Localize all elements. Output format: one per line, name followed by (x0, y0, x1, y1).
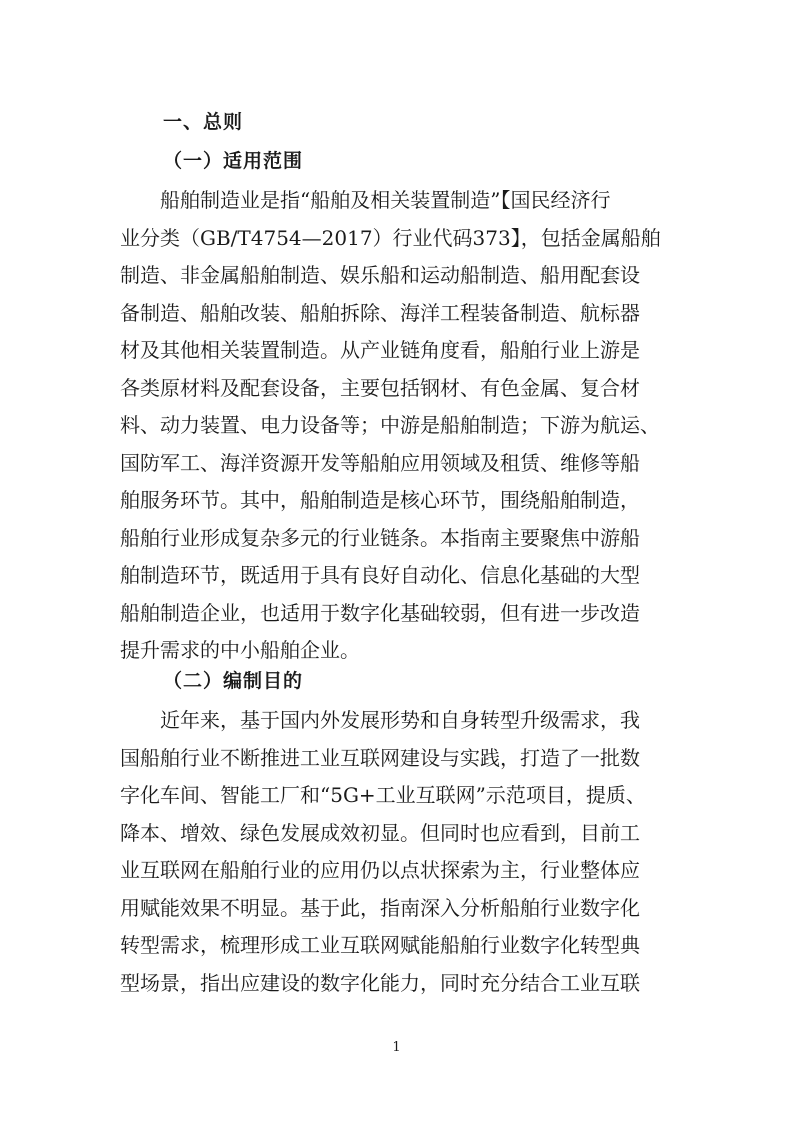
paragraph-line: 船舶制造业是指“船舶及相关装置制造”【国民经济行 (120, 188, 611, 212)
paragraph-line: 国船舶行业不断推进工业互联网建设与实践，打造了一批数 (120, 745, 640, 770)
paragraph-scope (120, 182, 680, 670)
subsection-title-scope: （一）适用范围 (163, 150, 304, 172)
paragraph-line: 提升需求的中小船舶企业。 (120, 638, 360, 662)
page-number: 1 (392, 1040, 401, 1055)
paragraph-line: 制造、非金属船舶制造、娱乐船和运动船制造、船用配套设 (120, 263, 640, 287)
subsection-title-purpose: （二）编制目的 (163, 670, 304, 692)
paragraph-line: 材及其他相关装置制造。从产业链角度看，船舶行业上游是 (120, 338, 640, 362)
paragraph-purpose (120, 702, 680, 1002)
paragraph-line: 料、动力装置、电力设备等；中游是船舶制造；下游为航运、 (120, 413, 660, 437)
paragraph-line: 各类原材料及配套设备，主要包括钢材、有色金属、复合材 (120, 375, 640, 400)
paragraph-line: 船舶制造企业，也适用于数字化基础较弱，但有进一步改造 (120, 600, 640, 625)
paragraph-line: 业互联网在船舶行业的应用仍以点状探索为主，行业整体应 (120, 858, 640, 882)
paragraph-line: 字化车间、智能工厂和“5G+工业互联网”示范项目，提质、 (120, 783, 646, 807)
paragraph-line: 舶服务环节。其中，船舶制造是核心环节，围绕船舶制造， (120, 488, 640, 512)
paragraph-line: 舶制造环节，既适用于具有良好自动化、信息化基础的大型 (120, 563, 640, 587)
paragraph-line: 近年来，基于国内外发展形势和自身转型升级需求，我 (120, 708, 640, 732)
paragraph-line: 型场景，指出应建设的数字化能力，同时充分结合工业互联 (120, 970, 640, 995)
paragraph-line: 业分类（GB/T4754—2017）行业代码373】，包括金属船舶 (120, 225, 661, 250)
paragraph-line: 转型需求，梳理形成工业互联网赋能船舶行业数字化转型典 (120, 933, 640, 957)
paragraph-line: 国防军工、海洋资源开发等船舶应用领域及租赁、维修等船 (120, 450, 640, 475)
section-title: 一、总则 (163, 111, 244, 133)
paragraph-line: 船舶行业形成复杂多元的行业链条。本指南主要聚焦中游船 (120, 525, 640, 550)
paragraph-line: 用赋能效果不明显。基于此，指南深入分析船舶行业数字化 (120, 895, 640, 920)
paragraph-line: 降本、增效、绿色发展成效初显。但同时也应看到，目前工 (120, 820, 640, 845)
paragraph-line: 备制造、船舶改装、船舶拆除、海洋工程装备制造、航标器 (120, 300, 640, 325)
